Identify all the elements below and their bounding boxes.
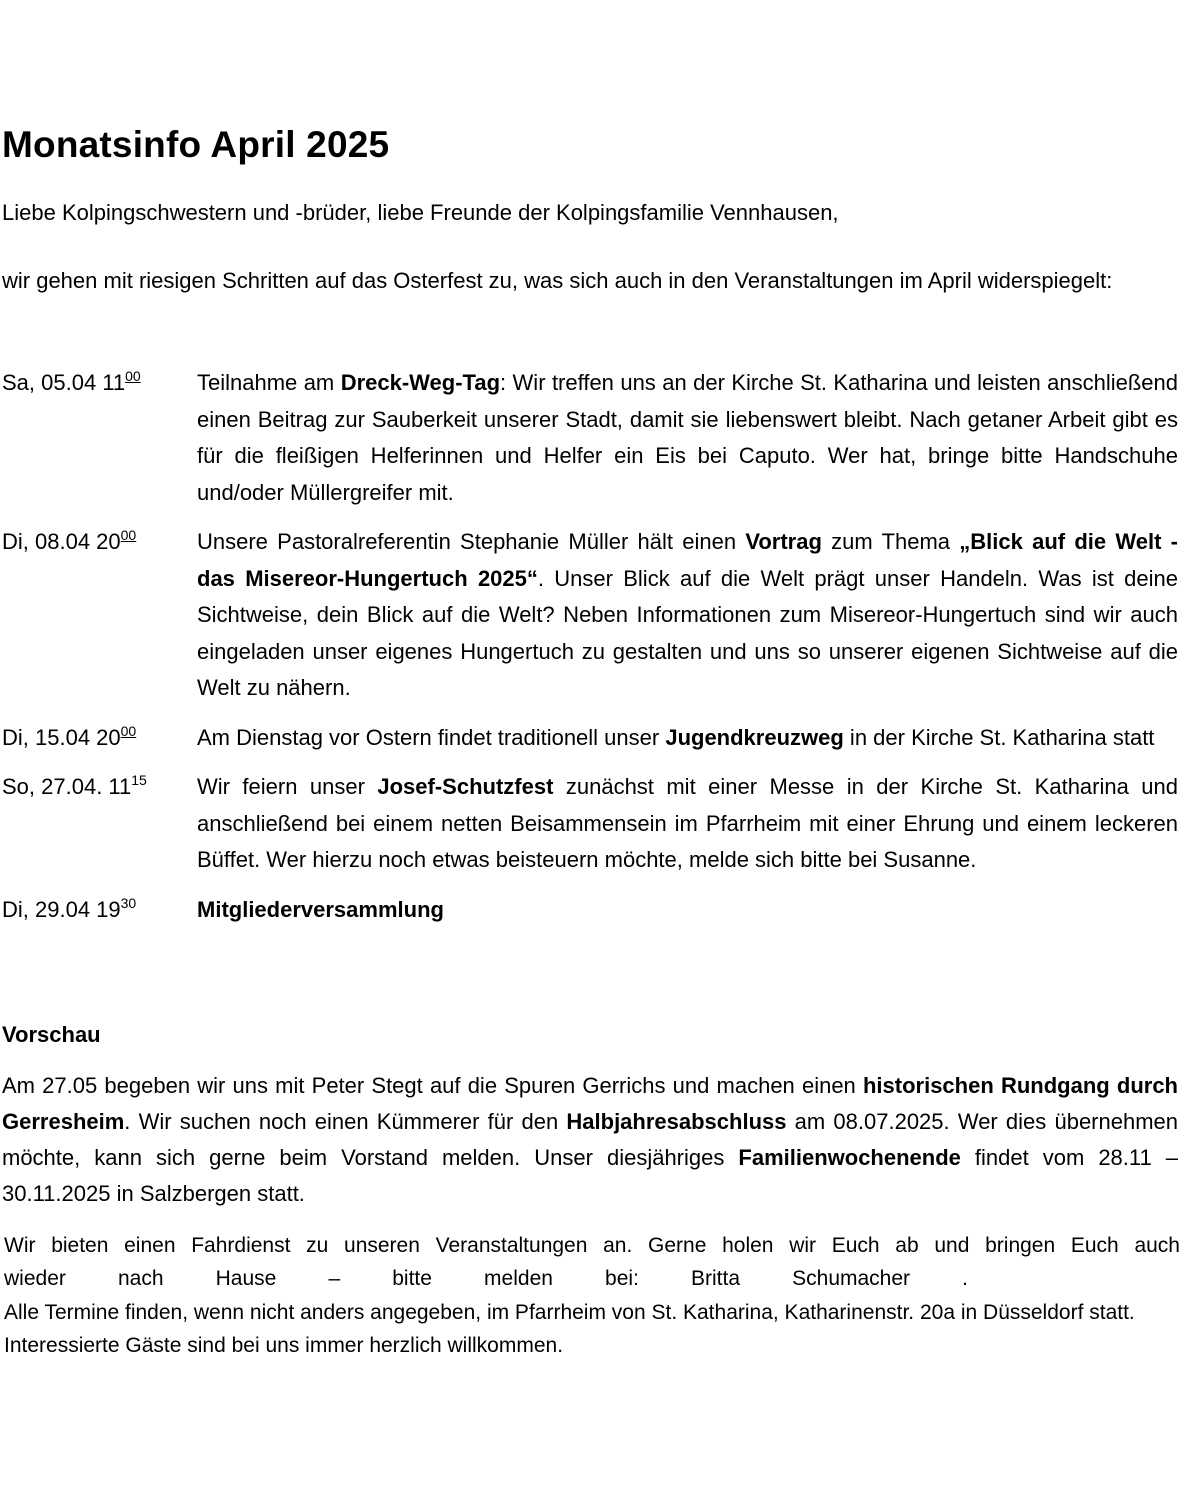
event-item <box>2 892 1178 929</box>
event-item <box>2 524 1178 707</box>
transport-line-2: wieder nach Hause – bitte melden bei: Britta Schumacher . <box>4 1267 968 1290</box>
event-item <box>2 720 1178 757</box>
event-description: Unsere Pastoralreferentin Stephanie Müller hält einen Vortrag zum Thema „Blick auf die Welt - das Misereor-Hungertuch 2025“. Unser Blick auf die Welt prägt unser Handeln. Was ist deine Sichtweise, dein Blick auf die Welt? Neben Informationen zum Misereor-Hungertuch sind wir auch eingeladen unser eigenes Hungertuch zu gestalten und uns so unserer eigenen Sichtweise auf die Welt zu nähern. <box>197 529 1179 700</box>
event-description: Wir feiern unser Josef-Schutzfest zunächst mit einer Messe in der Kirche St. Katharina und anschließend bei einem netten Beisammensein im Pfarrheim mit einer Ehrung und einem leckeren Büffet. Wer hierzu noch etwas beisteuern möchte, melde sich bitte bei Susanne. <box>197 774 1178 872</box>
greeting: Liebe Kolpingschwestern und -brüder, liebe Freunde der Kolpingsfamilie Vennhausen, <box>2 200 839 225</box>
event-date: Di, 29.04 $19^{30}$ <box>2 894 137 922</box>
preview-paragraph: Am 27.05 begeben wir uns mit Peter Stegt auf die Spuren Gerrichs und machen einen historischen Rundgang durch Gerresheim. Wir suchen noch einen Kümmerer für den Halbjahresabschluss am 08.07.2025. Wer dies übernehmen möchte, kann sich gerne beim Vorstand melden. Unser diesjähriges Familienwochenende findet vom 28.11 – 30.11.2025 in Salzbergen statt. <box>2 1073 1179 1206</box>
event-item <box>2 365 1178 511</box>
event-date: Sa, 05.04 $11^{00}$ <box>2 368 141 395</box>
event-description: Teilnahme am Dreck-Weg-Tag: Wir treffen uns an der Kirche St. Katharina und leisten anschließend einen Beitrag zur Sauberkeit unserer Stadt, damit sie liebenswert bleibt. Nach getaner Arbeit gibt es für die fleißigen Helferinnen und Helfer ein Eis bei Caputo. Wer hat, bringe bitte Handschuhe und/oder Müllergreifer mit. <box>197 370 1178 505</box>
event-date: So, 27.04. $11^{15}$ <box>2 772 147 799</box>
event-description: Am Dienstag vor Ostern findet traditionell unser Jugendkreuzweg in der Kirche St. Katharina statt <box>197 724 1155 750</box>
venue-note: Alle Termine finden, wenn nicht anders angegeben, im Pfarrheim von St. Katharina, Katharinenstr. 20a in Düsseldorf statt. Interessierte Gäste sind bei uns immer herzlich willkommen. <box>4 1301 1135 1357</box>
intro-paragraph: wir gehen mit riesigen Schritten auf das Osterfest zu, was sich auch in den Veranstaltungen im April widerspiegelt: <box>2 268 1113 293</box>
page-title: Monatsinfo April 2025 <box>2 124 390 165</box>
preview-heading: Vorschau <box>2 1022 101 1047</box>
event-description: Mitgliederversammlung <box>197 896 444 922</box>
event-item <box>2 769 1178 879</box>
event-date: Di, 15.04 $20^{00}$ <box>2 722 137 750</box>
event-list <box>2 365 1178 941</box>
transport-line-1: Wir bieten einen Fahrdienst zu unseren Veranstaltungen an. Gerne holen wir Euch ab und bringen Euch auch <box>4 1234 1180 1257</box>
transport-note <box>4 1229 1180 1295</box>
event-date: Di, 08.04 $20^{00}$ <box>2 527 137 554</box>
